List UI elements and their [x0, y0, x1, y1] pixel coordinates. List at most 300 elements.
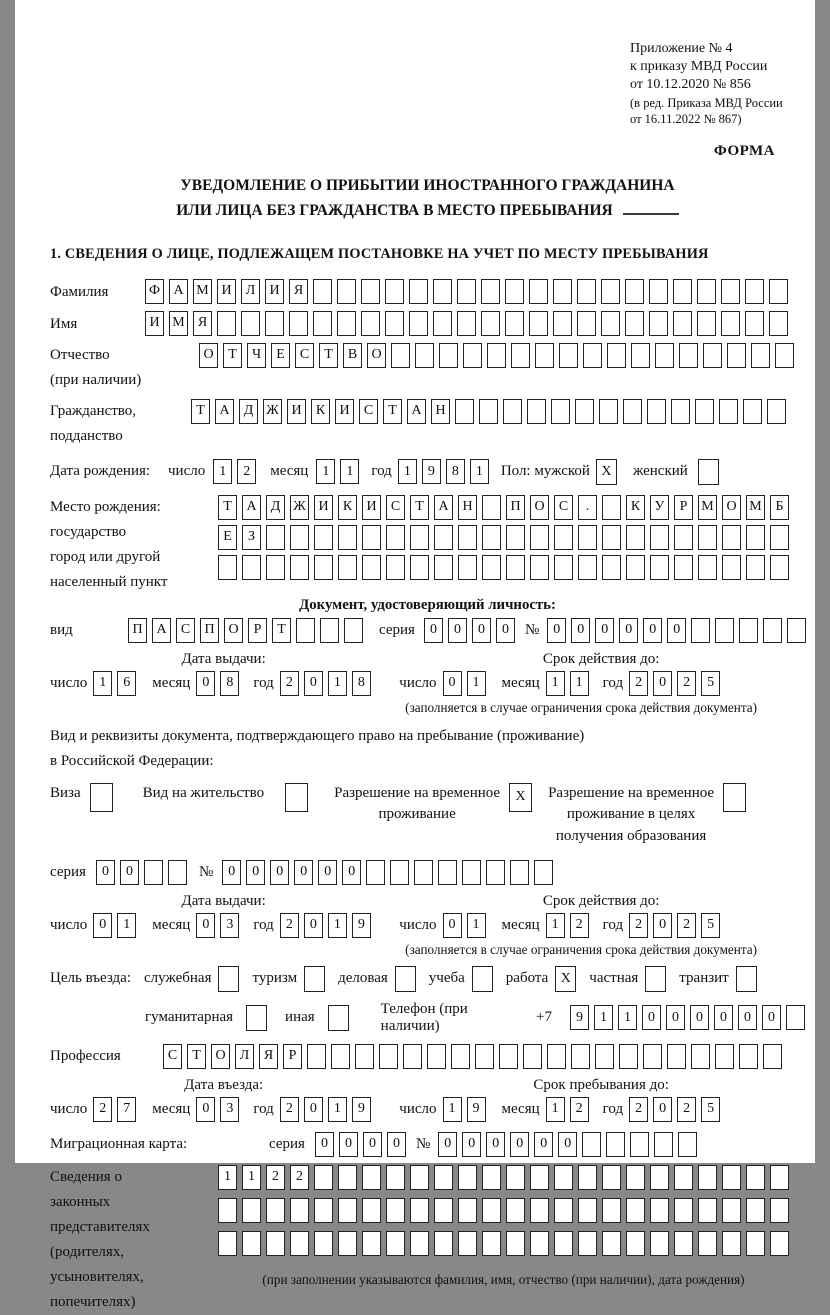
form-cell: 0: [666, 1005, 685, 1030]
form-cell: 0: [443, 913, 462, 938]
form-cell: 9: [422, 459, 441, 484]
form-cell: [355, 1044, 374, 1069]
form-cell: 9: [570, 1005, 589, 1030]
form-cell: 1: [117, 913, 136, 938]
form-cell: [433, 279, 452, 304]
form-cell: 0: [690, 1005, 709, 1030]
birthdate-row: [50, 459, 805, 485]
education-checkbox: [723, 783, 746, 812]
form-cell: И: [145, 311, 164, 336]
form-cell: [739, 1044, 758, 1069]
form-cell: 0: [387, 1132, 406, 1157]
entry-date-headings: [50, 1077, 805, 1094]
form-cell: Т: [272, 618, 291, 643]
form-cell: [691, 618, 710, 643]
purpose-item-delovaya: деловая: [338, 966, 416, 992]
form-cell: Л: [235, 1044, 254, 1069]
form-cell: [458, 555, 477, 580]
form-cell: [314, 1198, 333, 1223]
entry-day-cells: [93, 1097, 136, 1122]
form-cell: 0: [304, 913, 323, 938]
stay-month-cells: [546, 1097, 589, 1122]
form-cell: 1: [242, 1165, 261, 1190]
form-cell: [674, 1165, 693, 1190]
form-cell: [313, 279, 332, 304]
form-cell: [475, 1044, 494, 1069]
form-cell: М: [746, 495, 765, 520]
form-cell: [746, 555, 765, 580]
stay-seriya-cells: [96, 860, 187, 885]
form-cell: [719, 399, 738, 424]
form-cell: [697, 311, 716, 336]
form-cell: [386, 555, 405, 580]
form-cell: С: [176, 618, 195, 643]
form-cell: [722, 1231, 741, 1256]
surname-label: Фамилия: [50, 283, 109, 300]
form-cell: [241, 311, 260, 336]
issue-date-heading: Дата выдачи:: [181, 650, 266, 667]
form-cell: [578, 525, 597, 550]
number-label: №: [415, 1135, 431, 1152]
form-cell: [578, 1165, 597, 1190]
form-cell: 2: [570, 913, 589, 938]
form-cell: [763, 1044, 782, 1069]
form-cell: [409, 279, 428, 304]
form-cell: [695, 399, 714, 424]
form-cell: [643, 1044, 662, 1069]
firstname-label: Имя: [50, 315, 78, 332]
form-cell: [290, 1231, 309, 1256]
form-cell: К: [311, 399, 330, 424]
seriya-label: серия: [50, 863, 86, 880]
form-cell: [482, 525, 501, 550]
form-cell: [320, 618, 339, 643]
form-cell: 2: [237, 459, 256, 484]
valid-until-heading: Срок действия до:: [542, 650, 660, 667]
form-cell: 0: [762, 1005, 781, 1030]
form-cell: [698, 1198, 717, 1223]
stay-doc-intro-line2: в Российской Федерации:: [50, 753, 214, 770]
form-cell: [679, 343, 698, 368]
form-cell: Т: [410, 495, 429, 520]
form-cell: [403, 1044, 422, 1069]
surname-cells: [145, 279, 788, 304]
form-cell: П: [128, 618, 147, 643]
stay-doc-intro-line1: Вид и реквизиты документа, подтверждающего право на пребывание (проживание): [50, 727, 585, 744]
birth-year-cells: [398, 459, 489, 484]
form-cell: 0: [120, 860, 139, 885]
firstname-cells: [145, 311, 788, 336]
form-title-line1: УВЕДОМЛЕНИЕ О ПРИБЫТИИ ИНОСТРАННОГО ГРАЖДАНИНА: [180, 177, 675, 195]
form-cell: [667, 1044, 686, 1069]
form-cell: Р: [248, 618, 267, 643]
form-cell: [362, 1231, 381, 1256]
form-cell: [602, 555, 621, 580]
form-cell: [410, 525, 429, 550]
form-cell: [338, 555, 357, 580]
form-cell: К: [338, 495, 357, 520]
form-cell: 1: [546, 1097, 565, 1122]
form-cell: [746, 1231, 765, 1256]
phone-label: Телефон (при наличии): [380, 1000, 468, 1034]
form-cell: 5: [701, 671, 720, 696]
form-cell: С: [295, 343, 314, 368]
migration-card-label: Миграционная карта:: [50, 1135, 188, 1152]
form-cell: [410, 1231, 429, 1256]
form-cell: 1: [546, 913, 565, 938]
form-cell: [290, 1198, 309, 1223]
form-cell: [722, 1198, 741, 1223]
form-cell: [674, 525, 693, 550]
form-cell: [645, 966, 666, 992]
form-cell: П: [506, 495, 525, 520]
form-cell: 0: [246, 860, 265, 885]
form-page: [15, 0, 815, 1310]
form-cell: 1: [443, 1097, 462, 1122]
form-cell: [415, 343, 434, 368]
citizenship-row: [50, 399, 805, 449]
form-cell: 0: [363, 1132, 382, 1157]
stay-doc-valid-date: число 0 1 месяц 1 2 год 2 0 2 5: [397, 913, 805, 938]
form-cell: [458, 1198, 477, 1223]
form-cell: [626, 525, 645, 550]
form-cell: 1: [328, 1097, 347, 1122]
firstname-row: [50, 311, 805, 337]
header-reference: [630, 40, 830, 127]
form-cell: 2: [280, 671, 299, 696]
form-cell: [439, 343, 458, 368]
form-cell: [457, 279, 476, 304]
issue-month-cells: [196, 913, 239, 938]
form-cell: [601, 311, 620, 336]
form-cell: Т: [191, 399, 210, 424]
form-cell: [458, 1165, 477, 1190]
form-cell: 9: [352, 1097, 371, 1122]
form-cell: 0: [196, 671, 215, 696]
form-cell: [482, 1231, 501, 1256]
visa-checkbox: [90, 783, 113, 812]
form-cell: [379, 1044, 398, 1069]
form-cell: [144, 860, 163, 885]
identity-doc-row: [50, 618, 805, 643]
form-cell: [337, 279, 356, 304]
form-cell: [595, 1044, 614, 1069]
form-cell: [697, 279, 716, 304]
representatives-row: [50, 1165, 805, 1315]
form-cell: [434, 525, 453, 550]
form-cell: Б: [770, 495, 789, 520]
valid-month-cells: [546, 671, 589, 696]
form-cell: П: [200, 618, 219, 643]
form-cell: [602, 1231, 621, 1256]
visa-label: Виза: [50, 784, 81, 801]
form-cell: 2: [677, 671, 696, 696]
form-cell: О: [722, 495, 741, 520]
permit-type-row: [50, 783, 805, 848]
form-cell: [344, 618, 363, 643]
form-cell: 0: [595, 618, 614, 643]
form-cell: [265, 311, 284, 336]
form-cell: [625, 279, 644, 304]
gender-female-checkbox: [698, 459, 719, 485]
form-cell: Я: [193, 311, 212, 336]
form-cell: [786, 1005, 805, 1030]
form-cell: С: [359, 399, 378, 424]
form-cell: [554, 1165, 573, 1190]
form-cell: М: [193, 279, 212, 304]
form-cell: 0: [304, 1097, 323, 1122]
form-cell: Е: [271, 343, 290, 368]
patronymic-row: [50, 343, 805, 393]
form-cell: 8: [446, 459, 465, 484]
form-cell: А: [169, 279, 188, 304]
purpose-item-inaya: иная: [285, 1005, 349, 1031]
valid-year-cells: [629, 913, 720, 938]
surname-row: [50, 279, 805, 305]
stay-doc-issue-date: число 0 1 месяц 0 3 год 2 0 1 9: [50, 913, 397, 938]
form-cell: 8: [352, 671, 371, 696]
form-cell: [626, 1231, 645, 1256]
valid-year-cells: [629, 671, 720, 696]
identity-dates-row: [50, 671, 805, 696]
form-cell: 0: [534, 1132, 553, 1157]
form-cell: [530, 525, 549, 550]
form-cell: [606, 1132, 625, 1157]
form-cell: 0: [93, 913, 112, 938]
stay-day-cells: [443, 1097, 486, 1122]
form-cell: [505, 279, 524, 304]
form-cell: [395, 966, 416, 992]
form-cell: [739, 618, 758, 643]
form-cell: [775, 343, 794, 368]
form-cell: [289, 311, 308, 336]
form-cell: 0: [653, 671, 672, 696]
purpose-checkbox: [246, 1005, 267, 1031]
form-cell: [602, 525, 621, 550]
birthplace-label: Место рождения: государство город или другой населенный пункт: [50, 498, 168, 590]
form-cell: 0: [653, 1097, 672, 1122]
forma-label: ФОРМА: [713, 143, 775, 160]
birthplace-cells-row2: [218, 525, 789, 550]
form-cell: [530, 1231, 549, 1256]
form-cell: 0: [96, 860, 115, 885]
phone-cells: [570, 1005, 805, 1030]
form-cell: 1: [93, 671, 112, 696]
form-cell: [482, 1198, 501, 1223]
form-cell: [578, 1231, 597, 1256]
form-cell: 2: [629, 1097, 648, 1122]
form-cell: 0: [443, 671, 462, 696]
purpose-checkbox: [328, 1005, 349, 1031]
form-cell: [743, 399, 762, 424]
form-cell: [511, 343, 530, 368]
form-cell: [577, 311, 596, 336]
form-cell: X: [596, 459, 617, 485]
form-cell: [673, 311, 692, 336]
seriya-label: серия: [269, 1135, 305, 1152]
form-cell: [626, 555, 645, 580]
representatives-note: (при заполнении указываются фамилия, имя, отчество (при наличии), дата рождения): [262, 1271, 745, 1287]
form-cell: [314, 525, 333, 550]
form-cell: [602, 1165, 621, 1190]
form-cell: У: [650, 495, 669, 520]
form-cell: 1: [570, 671, 589, 696]
patronymic-label: Отчество (при наличии): [50, 346, 142, 388]
form-cell: 1: [340, 459, 359, 484]
form-cell: [338, 1198, 357, 1223]
form-cell: [361, 279, 380, 304]
form-cell: 9: [467, 1097, 486, 1122]
form-cell: [246, 1005, 267, 1031]
form-cell: 5: [701, 913, 720, 938]
form-cell: Я: [259, 1044, 278, 1069]
purpose-item-chastnaya: частная: [589, 966, 666, 992]
form-cell: [715, 618, 734, 643]
form-cell: [168, 860, 187, 885]
migration-card-row: [50, 1132, 805, 1157]
stay-doc-intro: [50, 724, 805, 775]
issue-date-heading: Дата выдачи:: [181, 892, 266, 909]
form-cell: [410, 1198, 429, 1223]
form-cell: М: [698, 495, 717, 520]
form-cell: 5: [701, 1097, 720, 1122]
form-cell: 1: [213, 459, 232, 484]
form-cell: [674, 1231, 693, 1256]
form-cell: [554, 1231, 573, 1256]
identity-seriya-cells: [424, 618, 515, 643]
form-cell: [650, 555, 669, 580]
form-cell: 0: [642, 1005, 661, 1030]
purpose-checkbox: [395, 966, 416, 992]
form-cell: [386, 525, 405, 550]
form-cell: 3: [220, 1097, 239, 1122]
issue-day-cells: [93, 913, 136, 938]
form-cell: 2: [280, 913, 299, 938]
form-cell: [506, 1198, 525, 1223]
form-cell: [559, 343, 578, 368]
stay-doc-serial-row: [50, 860, 805, 885]
profession-row: [50, 1044, 805, 1069]
form-cell: 2: [280, 1097, 299, 1122]
form-cell: [535, 343, 554, 368]
form-cell: [427, 1044, 446, 1069]
form-cell: А: [215, 399, 234, 424]
purpose-checkbox: [304, 966, 325, 992]
identity-valid-date: число 0 1 месяц 1 1 год 2 0 2 5: [397, 671, 805, 696]
entry-date-heading: Дата въезда:: [184, 1076, 264, 1093]
permit-temporary: [334, 783, 532, 827]
form-cell: [414, 860, 433, 885]
form-cell: [650, 1198, 669, 1223]
form-cell: [290, 525, 309, 550]
form-cell: [266, 525, 285, 550]
form-cell: 0: [318, 860, 337, 885]
form-cell: [499, 1044, 518, 1069]
form-cell: [625, 311, 644, 336]
valid-day-cells: [443, 913, 486, 938]
form-cell: 8: [220, 671, 239, 696]
form-cell: [678, 1132, 697, 1157]
form-cell: [769, 311, 788, 336]
form-cell: [391, 343, 410, 368]
purpose-item-ucheba: учеба: [429, 966, 493, 992]
form-cell: [553, 311, 572, 336]
representatives-label: Сведения о законных представителях (родителях, усыновителях, попечителях): [50, 1168, 150, 1310]
form-cell: 0: [496, 618, 515, 643]
form-cell: [534, 860, 553, 885]
form-cell: 6: [117, 671, 136, 696]
form-cell: [601, 279, 620, 304]
form-cell: Н: [458, 495, 477, 520]
form-cell: [463, 343, 482, 368]
form-cell: 0: [339, 1132, 358, 1157]
citizenship-cells: [191, 399, 786, 424]
purpose-row2: [50, 1001, 805, 1035]
form-cell: .: [578, 495, 597, 520]
form-cell: Ф: [145, 279, 164, 304]
form-cell: [746, 1165, 765, 1190]
profession-label: Профессия: [50, 1047, 121, 1064]
form-cell: [607, 343, 626, 368]
permit-residence: [143, 783, 308, 812]
form-cell: [296, 618, 315, 643]
form-cell: [551, 399, 570, 424]
form-cell: Д: [266, 495, 285, 520]
form-cell: [649, 311, 668, 336]
form-cell: 1: [470, 459, 489, 484]
form-cell: [578, 555, 597, 580]
form-cell: Ч: [247, 343, 266, 368]
issue-month-cells: [196, 671, 239, 696]
education-label: Разрешение на временное проживание в целях получения образования: [548, 784, 715, 845]
form-cell: [650, 525, 669, 550]
form-cell: [770, 1231, 789, 1256]
form-cell: Ж: [263, 399, 282, 424]
identity-doc-heading: Документ, удостоверяющий личность:: [299, 596, 556, 613]
form-cell: [487, 343, 506, 368]
form-cell: [578, 1198, 597, 1223]
year-label: год: [371, 463, 392, 480]
form-cell: [698, 555, 717, 580]
form-cell: 0: [424, 618, 443, 643]
stay-number-cells: [222, 860, 553, 885]
form-cell: [736, 966, 757, 992]
form-cell: [626, 1198, 645, 1223]
profession-cells: [163, 1044, 782, 1069]
identity-date-headings: [50, 651, 805, 668]
form-cell: [338, 1165, 357, 1190]
form-cell: [715, 1044, 734, 1069]
form-cell: [769, 279, 788, 304]
identity-number-cells: [547, 618, 806, 643]
form-cell: И: [362, 495, 381, 520]
restriction-note: (заполняется в случае ограничения срока действия документа): [405, 941, 757, 957]
form-cell: [623, 399, 642, 424]
form-cell: Л: [241, 279, 260, 304]
form-cell: 0: [558, 1132, 577, 1157]
purpose-checkbox-checked: [555, 966, 576, 992]
form-cell: [671, 399, 690, 424]
form-cell: 0: [486, 1132, 505, 1157]
form-cell: [571, 1044, 590, 1069]
valid-until-heading: Срок действия до:: [542, 892, 660, 909]
form-cell: [385, 311, 404, 336]
form-cell: 0: [315, 1132, 334, 1157]
form-cell: 0: [643, 618, 662, 643]
form-cell: Р: [674, 495, 693, 520]
stay-year-cells: [629, 1097, 720, 1122]
form-cell: [506, 555, 525, 580]
